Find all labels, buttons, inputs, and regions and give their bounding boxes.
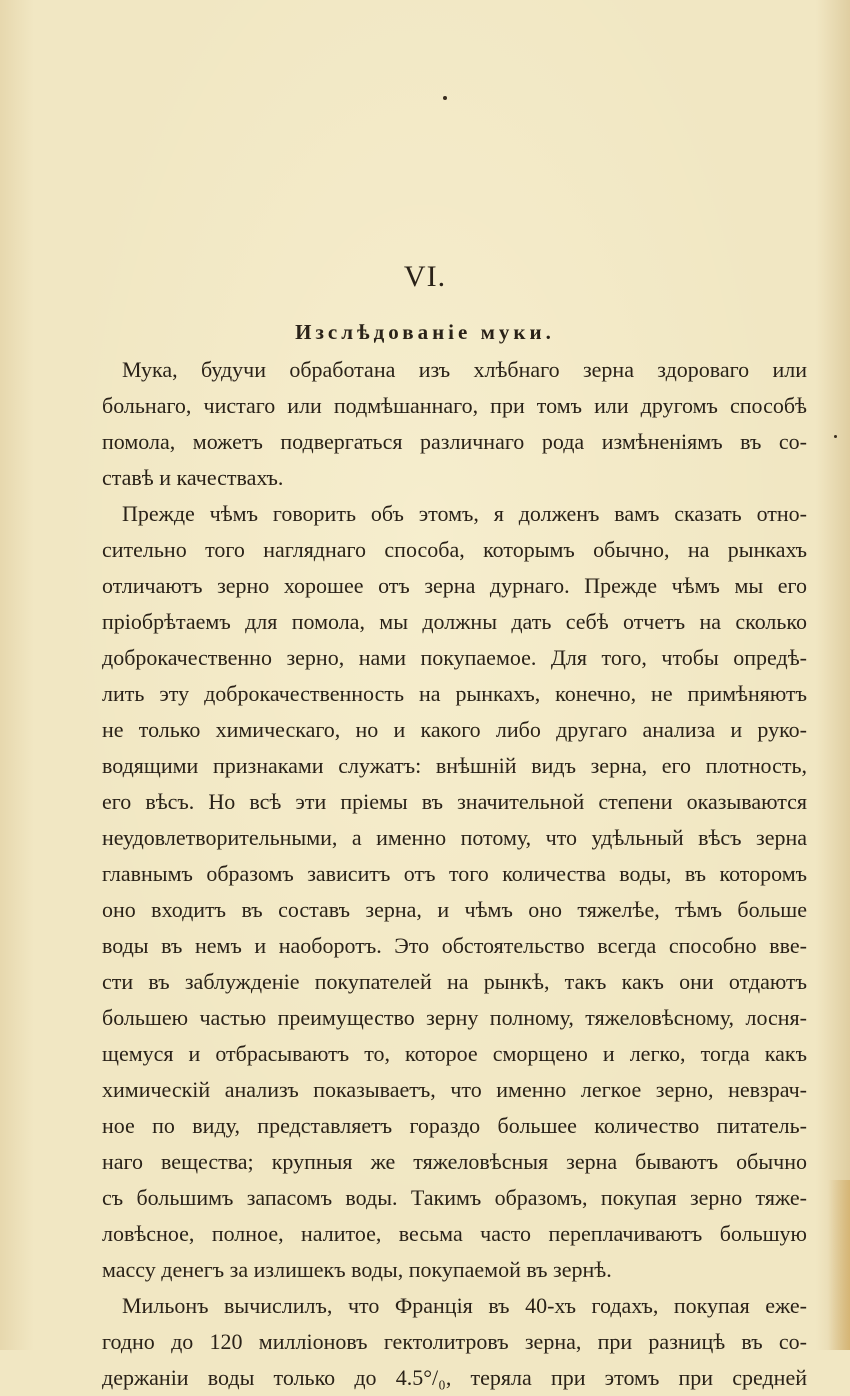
- body-text: [102, 352, 807, 1396]
- text-line: ловѣсное, полное, налитое, весьма часто переплачиваютъ большую: [102, 1221, 807, 1246]
- text-line: съ большимъ запасомъ воды. Такимъ образомъ, покупая зерно тяже-: [102, 1185, 807, 1210]
- text-line: массу денегъ за излишекъ воды, покупаемой въ зернѣ.: [102, 1257, 612, 1282]
- text-line: больнаго, чистаго или подмѣшаннаго, при томъ или другомъ способѣ: [102, 393, 807, 418]
- text-line: оно входитъ въ составъ зерна, и чѣмъ оно тяжелѣе, тѣмъ больше: [102, 897, 807, 922]
- text-line: наго вещества; крупныя же тяжеловѣсныя зерна бываютъ обычно: [102, 1149, 807, 1174]
- text-line: химическій анализъ показываетъ, что именно легкое зерно, невзрач-: [102, 1077, 807, 1102]
- text-line: сти въ заблужденіе покупателей на рынкѣ, такъ какъ они отдаютъ: [102, 969, 807, 994]
- text-line: помола, можетъ подвергаться различнаго рода измѣненіямъ въ со-: [102, 429, 807, 454]
- text-line: доброкачественно зерно, нами покупаемое. Для того, чтобы опредѣ-: [102, 645, 807, 670]
- ink-speck: [443, 96, 447, 100]
- text-line: годно до 120 милліоновъ гектолитровъ зерна, при разницѣ въ со-: [102, 1329, 807, 1354]
- text-line: его вѣсъ. Но всѣ эти пріемы въ значительной степени оказываются: [102, 789, 807, 814]
- text-line: ставѣ и качествахъ.: [102, 465, 284, 490]
- text-line: не только химическаго, но и какого либо другаго анализа и руко-: [102, 717, 807, 742]
- text-line: щемуся и отбрасываютъ то, которое сморщено и легко, тогда какъ: [102, 1041, 807, 1066]
- text-line: пріобрѣтаемъ для помола, мы должны дать себѣ отчетъ на сколько: [102, 609, 807, 634]
- text-line: неудовлетворительными, а именно потому, что удѣльный вѣсъ зерна: [102, 825, 807, 850]
- text-line: отличаютъ зерно хорошее отъ зерна дурнаго. Прежде чѣмъ мы его: [102, 573, 807, 598]
- text-line: держаніи воды только до 4.5°/₀, теряла при этомъ при средней: [102, 1365, 807, 1390]
- text-line: Мука, будучи обработана изъ хлѣбнаго зерна здороваго или: [122, 357, 807, 382]
- text-line: сительно того нагляднаго способа, которымъ обычно, на рынкахъ: [102, 537, 807, 562]
- chapter-number: VI.: [403, 260, 447, 293]
- text-line: большею частью преимущество зерну полному, тяжеловѣсному, лосня-: [102, 1005, 807, 1030]
- page-edge-stain: [828, 1180, 850, 1350]
- text-line: Мильонъ вычислилъ, что Франція въ 40-хъ годахъ, покупая еже-: [122, 1293, 807, 1318]
- text-line: главнымъ образомъ зависитъ отъ того количества воды, въ которомъ: [102, 861, 807, 886]
- text-line: ное по виду, представляетъ гораздо большее количество питатель-: [102, 1113, 807, 1138]
- ink-speck: [834, 435, 837, 438]
- text-line: лить эту доброкачественность на рынкахъ, конечно, не примѣняютъ: [102, 681, 807, 706]
- text-line: Прежде чѣмъ говорить объ этомъ, я долженъ вамъ сказать отно-: [122, 501, 807, 526]
- text-line: водящими признаками служатъ: внѣшній видъ зерна, его плотность,: [102, 753, 807, 778]
- section-title: Изслѣдованіе муки.: [295, 320, 555, 344]
- text-line: воды въ немъ и наоборотъ. Это обстоятельство всегда способно вве-: [102, 933, 807, 958]
